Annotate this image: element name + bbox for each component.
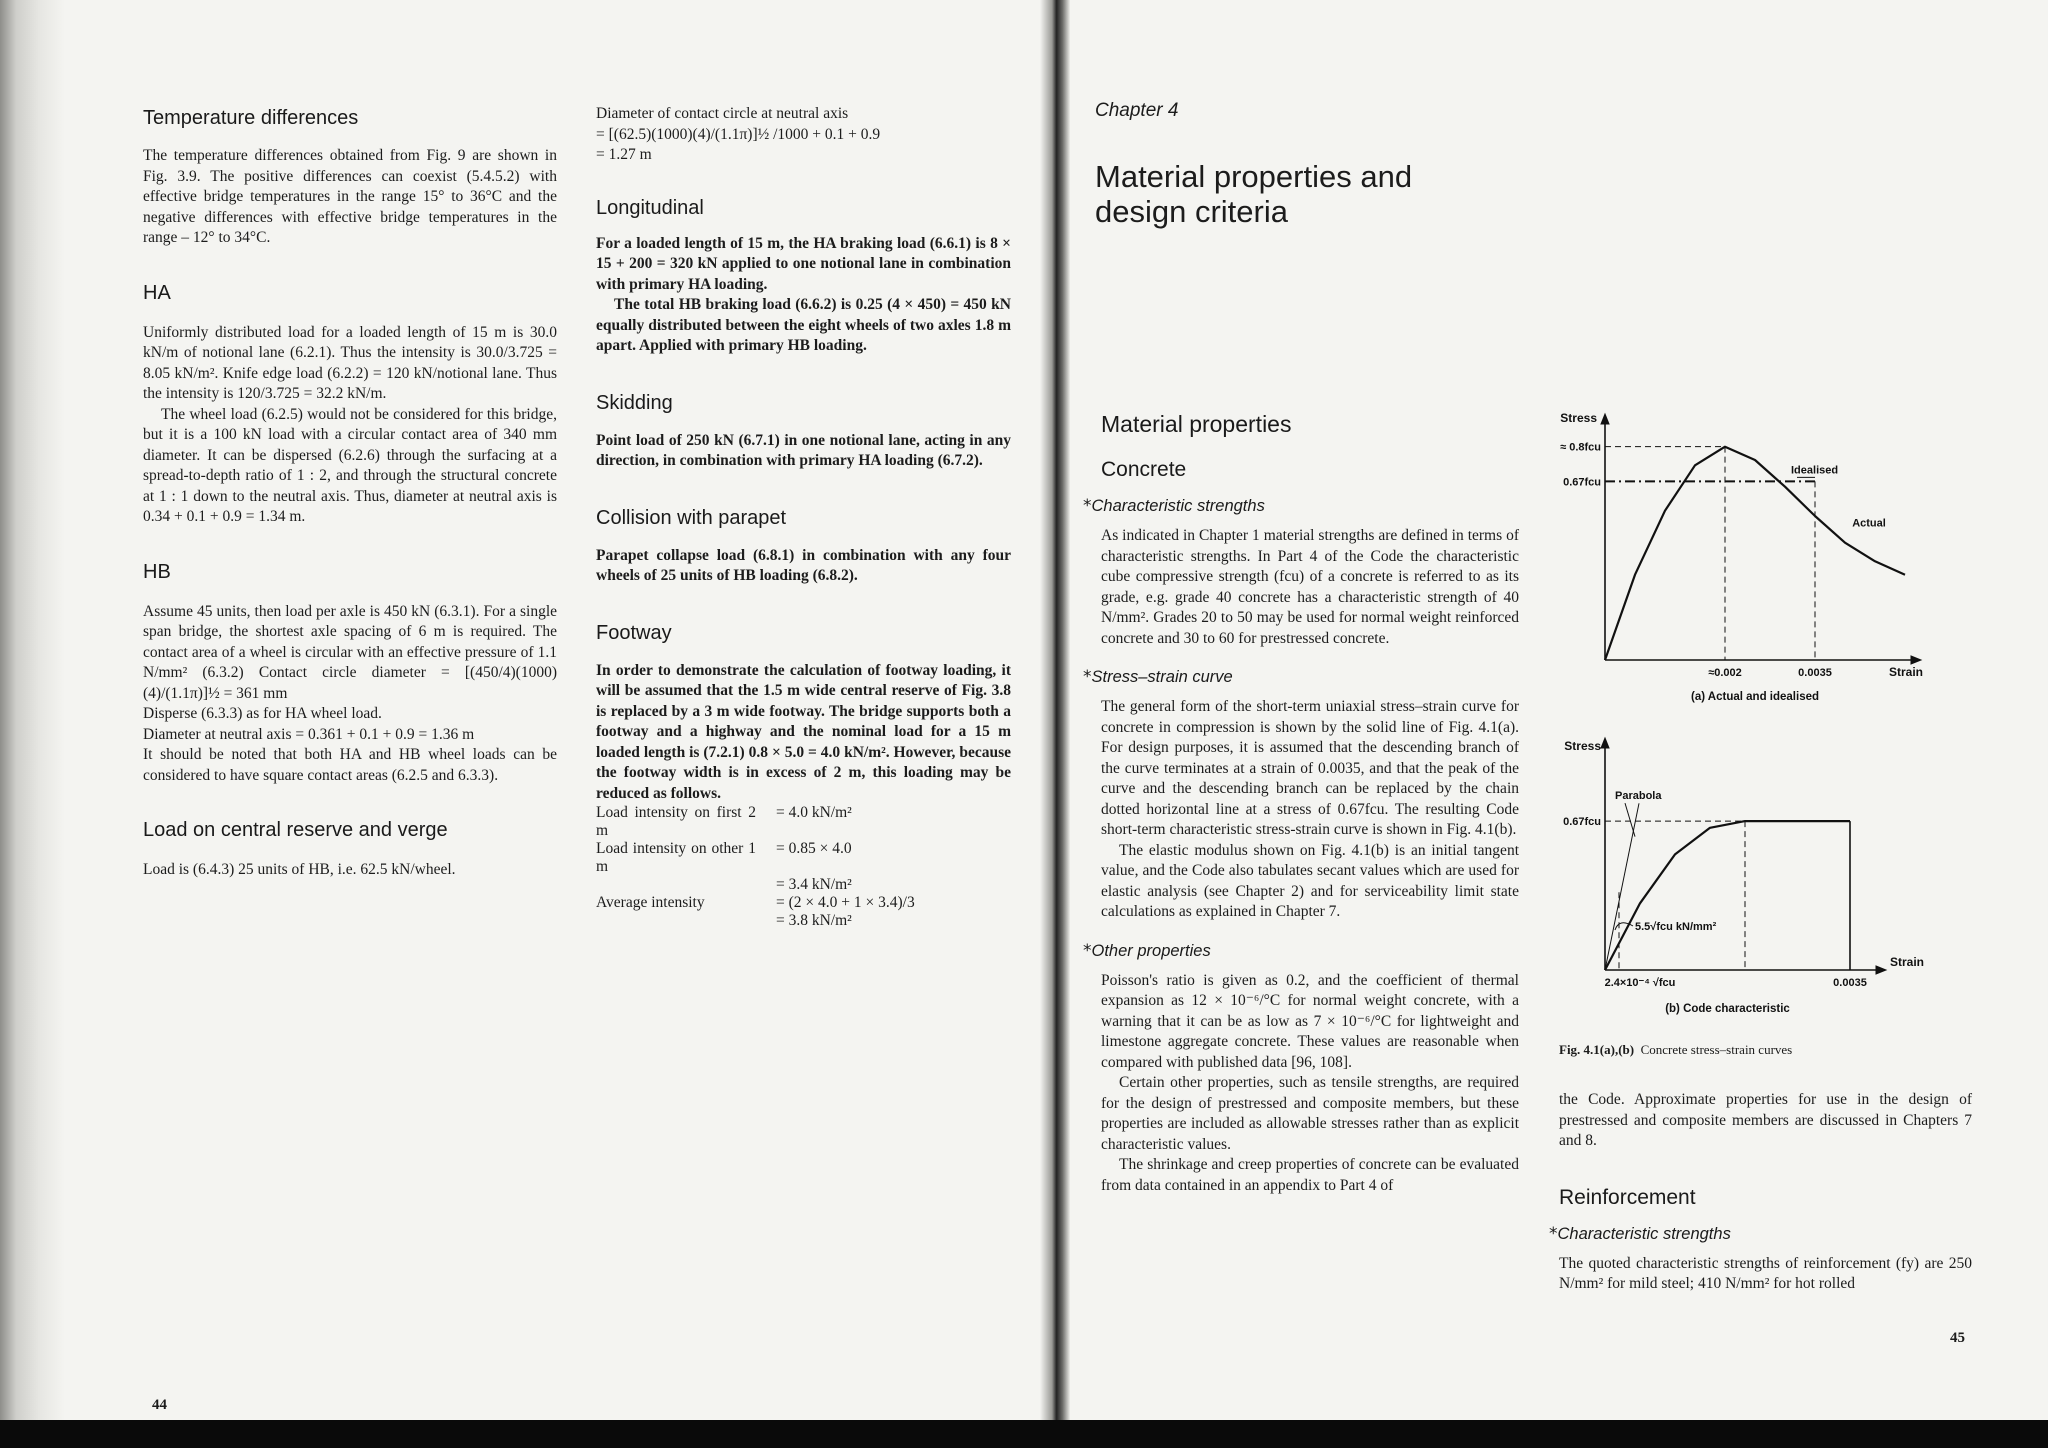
subcaption-b: (b) Code characteristic (1665, 1003, 1790, 1015)
tangent-line (1605, 803, 1639, 970)
left-column-2 (596, 104, 1011, 930)
heading-central-reserve: Load on central reserve and verge (143, 819, 448, 841)
calc-label: Load intensity on first 2 m (596, 804, 756, 839)
equation-line: = 1.27 m (596, 146, 652, 163)
book-gutter (1040, 0, 1070, 1420)
calc-label (596, 876, 756, 894)
x-tick-label: 2.4×10⁻⁴ √fcu (1604, 977, 1676, 989)
chapter-title (1095, 159, 1412, 229)
x-axis-arrow (1876, 966, 1886, 974)
paragraph: The temperature differences obtained from Fig. 9 are shown in Fig. 3.9. The positive differences can coexist (5.4.5.2) with effective bridge temperatures in the range 15° to 36°C and the negative differences with effective bridge temperatures in the range – 12° to 34°C. (143, 147, 557, 246)
paragraph: Load is (6.4.3) 25 units of HB, i.e. 62.5 kN/wheel. (143, 861, 456, 878)
paragraph: As indicated in Chapter 1 material strengths are defined in terms of characteristic strengths. In Part 4 of the Code the characteristic cube compressive strength (fcu) of a concrete is referred to as its grade, e.g. grade 40 concrete has a characteristic strength of 40 N/mm². Grades 20 to 50 may be used for normal weight reinforced concrete and 30 to 60 for prestressed concrete. (1101, 527, 1519, 647)
chapter-title-line: Material properties and (1095, 159, 1413, 194)
calc-value: = 4.0 kN/m² (776, 804, 852, 821)
heading-skidding: Skidding (596, 391, 673, 414)
asterisk-mark: * (1083, 667, 1092, 687)
equation-line: = [(62.5)(1000)(4)/(1.1π)]½ /1000 + 0.1 + 0.9 (596, 125, 881, 143)
calc-label: Load intensity on other 1 m (596, 840, 756, 875)
y-axis-arrow (1601, 414, 1609, 424)
left-column-1 (143, 106, 557, 881)
x-axis-label: Strain (1890, 955, 1925, 969)
y-axis-arrow (1601, 738, 1609, 748)
page-number-right: 45 (1950, 1330, 1965, 1346)
asterisk-mark: * (1549, 1223, 1558, 1244)
heading-ha: HA (143, 281, 171, 304)
heading-reinforcement: Reinforcement (1559, 1185, 1696, 1209)
paragraph: Disperse (6.3.3) as for HA wheel load. (143, 705, 382, 722)
x-tick-label: 0.0035 (1798, 667, 1832, 679)
calc-value: = 3.4 kN/m² (776, 876, 852, 893)
y-axis-label: Stress (1560, 411, 1597, 425)
x-tick-label: 0.0035 (1833, 977, 1867, 989)
paragraph: The total HB braking load (6.6.2) is 0.25 (4 × 450) = 450 kN equally distributed between the eight wheels of two axles 1.8 m apart. Applied with primary HB loading. (596, 296, 1011, 354)
equation-line: Diameter of contact circle at neutral axis (596, 105, 849, 122)
heading-temperature: Temperature differences (143, 107, 359, 129)
subcaption-a: (a) Actual and idealised (1690, 691, 1820, 703)
heading-concrete: Concrete (1101, 458, 1187, 481)
paragraph: Parapet collapse load (6.8.1) in combination with any four wheels of 25 units of HB loading (6.8.2). (596, 546, 1011, 584)
page-number-left: 44 (152, 1397, 167, 1413)
calc-value: = 3.8 kN/m² (776, 912, 852, 929)
figure-caption (1559, 1042, 1792, 1058)
actual-label: Actual (1852, 517, 1886, 530)
heading-reinforcement-strengths: *Characteristic strengths (1549, 1223, 1731, 1244)
footway-calculation (596, 804, 1011, 930)
calc-value: = (2 × 4.0 + 1 × 3.4)/3 (776, 894, 915, 911)
paragraph: In order to demonstrate the calculation of footway loading, it will be assumed that the 1.5 m wide central reserve of Fig. 3.8 is replaced by a 3 m wide footway. The bridge supports both a footway and a highway and the nominal load for a 15 m loaded length is (7.2.1) 0.8 × 5.0 = 4.0 kN/m². However, because the footway width is in excess of 2 m, this loading may be reduced as follows. (596, 661, 1011, 802)
paragraph: Diameter at neutral axis = 0.361 + 0.1 + 0.9 = 1.36 m (143, 725, 475, 743)
paragraph: Certain other properties, such as tensile strengths, are required for the design of prestressed and composite members, but these properties are included as allowable stresses rather than as explicit characteristic values. (1101, 1074, 1519, 1153)
figure-caption-text: Concrete stress–strain curves (1640, 1042, 1793, 1057)
paragraph: The quoted characteristic strengths of reinforcement (fy) are 250 N/mm² for mild steel; 410 N/mm² for hot rolled (1559, 1254, 1972, 1292)
heading-footway: Footway (596, 621, 672, 644)
y-tick-label: ≈ 0.8fcu (1560, 441, 1601, 454)
figure-4-1b-chart (1545, 730, 1925, 1030)
paragraph: The general form of the short-term uniaxial stress–strain curve for concrete in compression is shown by the solid line of Fig. 4.1(a). For design purposes, it is assumed that the descending branch of the curve terminates at a strain of 0.0035, and that the peak of the curve and the descending branch can be replaced by the chain dotted horizontal line at a stress of 0.67fcu. The resulting Code short-term characteristic stress-strain curve is shown in Fig. 4.1(b). (1101, 698, 1519, 838)
page-edge-shadow (0, 0, 65, 1420)
heading-stress-strain: *Stress–strain curve (1083, 667, 1233, 687)
figure-caption-label: Fig. 4.1(a),(b) (1559, 1042, 1635, 1057)
right-column-1 (1083, 410, 1519, 1196)
idealised-label: Idealised (1791, 464, 1839, 477)
heading-characteristic-strengths: *Characteristic strengths (1083, 496, 1265, 516)
paragraph: The elastic modulus shown on Fig. 4.1(b) is an initial tangent value, and the Code also tabulates secant values which are used for elastic analysis (see Chapter 2) and for serviceability limit state calculations as explained in Chapter 7. (1101, 841, 1519, 920)
x-axis-label: Strain (1888, 665, 1923, 679)
heading-hb: HB (143, 560, 171, 583)
x-tick-label: ≈0.002 (1708, 667, 1742, 679)
paragraph: Uniformly distributed load for a loaded length of 15 m is 30.0 kN/m of notional lane (6.2.1). Thus the intensity is 30.0/3.725 = 8.05 kN/m². Knife edge load (6.2.2) = 120 kN/notional lane. Thus the intensity is 120/3.725 = 32.2 kN/m. (143, 323, 557, 402)
paragraph: It should be noted that both HA and HB wheel loads can be considered to have square contact areas (6.2.5 and 6.3.3). (143, 746, 557, 784)
chapter-title-line: design criteria (1095, 194, 1288, 229)
heading-other-properties: *Other properties (1083, 940, 1211, 961)
heading-longitudinal: Longitudinal (596, 196, 704, 219)
paragraph: The shrinkage and creep properties of concrete can be evaluated from data contained in an appendix to Part 4 of (1101, 1156, 1519, 1194)
chapter-label: Chapter 4 (1095, 100, 1179, 121)
calc-label (596, 912, 756, 930)
asterisk-mark: * (1083, 496, 1092, 516)
x-axis-arrow (1911, 656, 1921, 664)
scan-bottom-edge (0, 1420, 2048, 1448)
paragraph: the Code. Approximate properties for use in the design of prestressed and composite members are discussed in Chapters 7 and 8. (1559, 1091, 1972, 1149)
modulus-label: 5.5√fcu kN/mm² (1635, 921, 1717, 933)
calc-value: = 0.85 × 4.0 (776, 840, 852, 857)
paragraph: The wheel load (6.2.5) would not be considered for this bridge, but it is a 100 kN load with a circular contact area of 340 mm diameter. It can be dispersed (6.2.6) through the surfacing at a spread-to-depth ratio of 1 : 2, and through the structural concrete at 1 : 1 down to the neutral axis. Thus, diameter at neutral axis is 0.34 + 0.1 + 0.9 = 1.34 m. (143, 405, 557, 525)
heading-material-properties: Material properties (1101, 411, 1292, 437)
y-tick-label: 0.67fcu (1563, 816, 1601, 829)
asterisk-mark: * (1083, 940, 1092, 961)
paragraph: Poisson's ratio is given as 0.2, and the coefficient of thermal expansion as 12 × 10⁻⁶/°C for normal weight concrete, with a warning that it can be as low as 7 × 10⁻⁶/°C for lightweight and limestone aggregate concrete. These values are reasonable when compared with published data [96, 108]. (1101, 971, 1519, 1071)
heading-collision: Collision with parapet (596, 506, 787, 529)
paragraph: Assume 45 units, then load per axle is 450 kN (6.3.1). For a single span bridge, the shortest axle spacing of 6 m is required. The contact area of a wheel is circular with an effective pressure of 1.1 N/mm² (6.3.2) Contact circle diameter = [(450/4)(1000)(4)/(1.1π)]½ = 361 mm (143, 602, 557, 702)
series-actual-line (1605, 447, 1905, 660)
parabola-label: Parabola (1615, 790, 1662, 803)
y-tick-label: 0.67fcu (1563, 476, 1601, 489)
paragraph: For a loaded length of 15 m, the HA braking load (6.6.1) is 8 × 15 + 200 = 320 kN applied to one notional lane in combination with primary HA loading. (596, 234, 1011, 293)
series-code-curve (1605, 821, 1850, 970)
paragraph: Point load of 250 kN (6.7.1) in one notional lane, acting in any direction, in combination with primary HA loading (6.7.2). (596, 431, 1011, 469)
parabola-leader (1625, 803, 1635, 837)
y-axis-label: Stress (1564, 739, 1601, 753)
calc-label: Average intensity (596, 894, 705, 911)
figure-4-1a-chart (1545, 400, 1925, 720)
right-column-2 (1549, 1090, 1972, 1295)
